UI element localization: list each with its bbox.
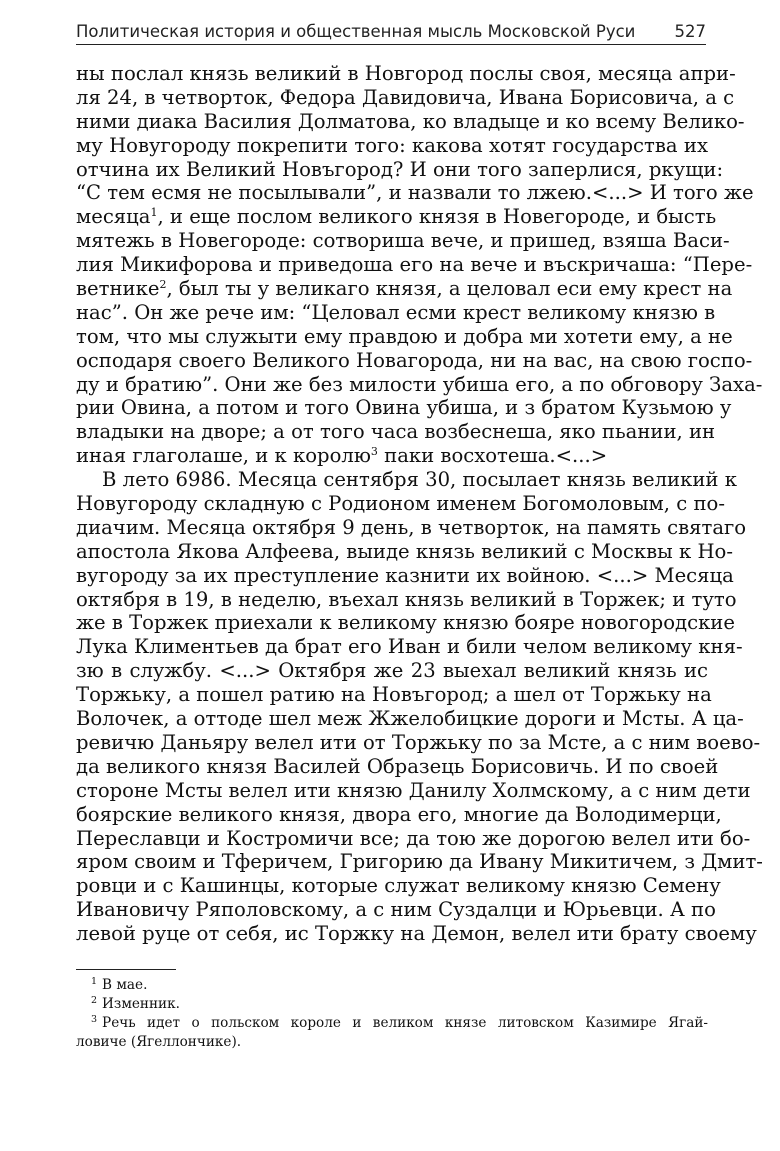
footnote-text: Изменник. bbox=[102, 996, 180, 1012]
text-line: му Новугороду покрепити того: какова хотят государства их bbox=[76, 133, 708, 157]
footnotes bbox=[76, 969, 708, 1052]
text-line: Торжьку, а пошел ратию на Новъгород; а шел от Торжьку на bbox=[76, 683, 712, 707]
footnote-1 bbox=[76, 976, 708, 995]
text-line: вугороду за их преступление казнити их войною. <...> Месяца bbox=[76, 563, 734, 587]
text-line: ревичю Даньяру велел ити от Торжьку по за Мсте, а с ним воево- bbox=[76, 730, 761, 754]
footnote-text: В мае. bbox=[102, 977, 148, 993]
text-line: октября в 19, в неделю, въехал князь великий в Торжек; и туто bbox=[76, 587, 737, 611]
text-line: левой руце от себя, ис Торжку на Демон, велел ити брату своему bbox=[76, 922, 757, 946]
text-line: том, что мы служыти ему правдою и добра ми хотети ему, а не bbox=[76, 324, 733, 348]
text-line: боярские великого князя, двора его, многие да Володимерци, bbox=[76, 802, 722, 826]
page-number: 527 bbox=[674, 22, 706, 41]
text-line: владыки на дворе; а от того часа возбеснеша, яко пьании, ин bbox=[76, 420, 716, 444]
text-line: отчина их Великий Новъгород? И они того заперлися, ркущи: bbox=[76, 157, 724, 181]
text-segment: ветнике bbox=[76, 277, 160, 301]
footnote-2 bbox=[76, 995, 708, 1014]
footnote-mark: 1 bbox=[91, 976, 98, 987]
footnote-mark: 3 bbox=[91, 1014, 98, 1025]
paragraph-start-line: В лето 6986. Месяца сентября 30, посылает князь великий к bbox=[102, 468, 737, 492]
text-line: Новугороду складную с Родионом именем Богомоловым, с по- bbox=[76, 492, 725, 516]
text-line: Переславци и Костромичи все; да тою же дорогою велел ити бо- bbox=[76, 826, 751, 850]
text-segment: месяца bbox=[76, 205, 151, 229]
text-line: мятежь в Новегороде: сотвориша вече, и пришед, взяша Васи- bbox=[76, 229, 730, 253]
text-segment: , был ты у великаго князя, а целовал еси ему крест на bbox=[166, 277, 733, 301]
text-line: же в Торжек приехали к великому князю бояре новогородские bbox=[76, 611, 735, 635]
text-segment: , и еще послом великого князя в Новегороде, и бысть bbox=[157, 205, 717, 229]
text-line: апостола Якова Алфеева, выиде князь великий с Москвы к Но- bbox=[76, 539, 733, 563]
text-line: нас”. Он же рече им: “Целовал есми крест великому князю в bbox=[76, 300, 716, 324]
running-header bbox=[76, 18, 706, 45]
text-line: зю в службу. <...> Октября же 23 выехал великий князь ис bbox=[76, 659, 708, 683]
text-line: Лука Климентьев да брат его Иван и били челом великому кня- bbox=[76, 635, 743, 659]
text-line: осподаря своего Великого Новагорода, ни на вас, на свою госпо- bbox=[76, 348, 753, 372]
text-line: ними диака Василия Долматова, ко владыце и ко всему Велико- bbox=[76, 109, 745, 133]
footnote-text: Речь идет о польском короле и великом князе литовском Казимире Ягай- bbox=[102, 1015, 708, 1031]
text-line: ны послал князь великий в Новгород послы своя, месяца апри- bbox=[76, 62, 736, 85]
text-line: “С тем есмя не посылывали”, и назвали то лжею.<...> И того же bbox=[76, 181, 754, 205]
footnote-ref-1: 1 bbox=[150, 206, 158, 220]
footnote-mark: 2 bbox=[91, 995, 98, 1006]
footnote-ref-3: 3 bbox=[370, 445, 378, 459]
running-title: Политическая история и общественная мысль Московской Руси bbox=[76, 22, 636, 41]
footnote-3-continuation: ловиче (Ягеллончике). bbox=[76, 1034, 242, 1050]
main-text bbox=[76, 62, 763, 946]
text-line: Волочек, а оттоде шел меж Жжелобицкие дороги и Мсты. А ца- bbox=[76, 707, 744, 731]
footnote-divider bbox=[76, 969, 176, 970]
text-line bbox=[76, 444, 708, 468]
text-segment: иная глаголаше, и к королю bbox=[76, 444, 371, 468]
text-line: Ивановичу Ряполовскому, а с ним Суздалци и Юрьевци. А по bbox=[76, 898, 716, 922]
text-line: ду и братию”. Они же без милости убиша его, а по обговору Заха- bbox=[76, 372, 763, 396]
text-line: ля 24, в четворток, Федора Давидовича, Ивана Борисовича, а с bbox=[76, 85, 735, 109]
text-line: лия Микифорова и приведоша его на вече и въскричаша: “Пере- bbox=[76, 253, 753, 277]
text-line: да великого князя Василей Образець Борисовичь. И по своей bbox=[76, 754, 719, 778]
text-line: ровци и с Кашинцы, которые служат великому князю Семену bbox=[76, 874, 721, 898]
text-line bbox=[76, 205, 717, 229]
footnote-3 bbox=[76, 1014, 708, 1033]
text-line: диачим. Месяца октября 9 день, в четворток, на память святаго bbox=[76, 515, 747, 539]
text-line bbox=[76, 277, 733, 301]
text-line: рии Овина, а потом и того Овина убиша, и з братом Кузьмою у bbox=[76, 396, 732, 420]
text-line: яром своим и Тферичем, Григорию да Ивану Микитичем, з Дмит- bbox=[76, 850, 763, 874]
text-line: стороне Мсты велел ити князю Данилу Холмскому, а с ним дети bbox=[76, 778, 751, 802]
text-segment: паки восхотеша.<...> bbox=[377, 444, 608, 468]
footnote-ref-2: 2 bbox=[159, 278, 167, 292]
